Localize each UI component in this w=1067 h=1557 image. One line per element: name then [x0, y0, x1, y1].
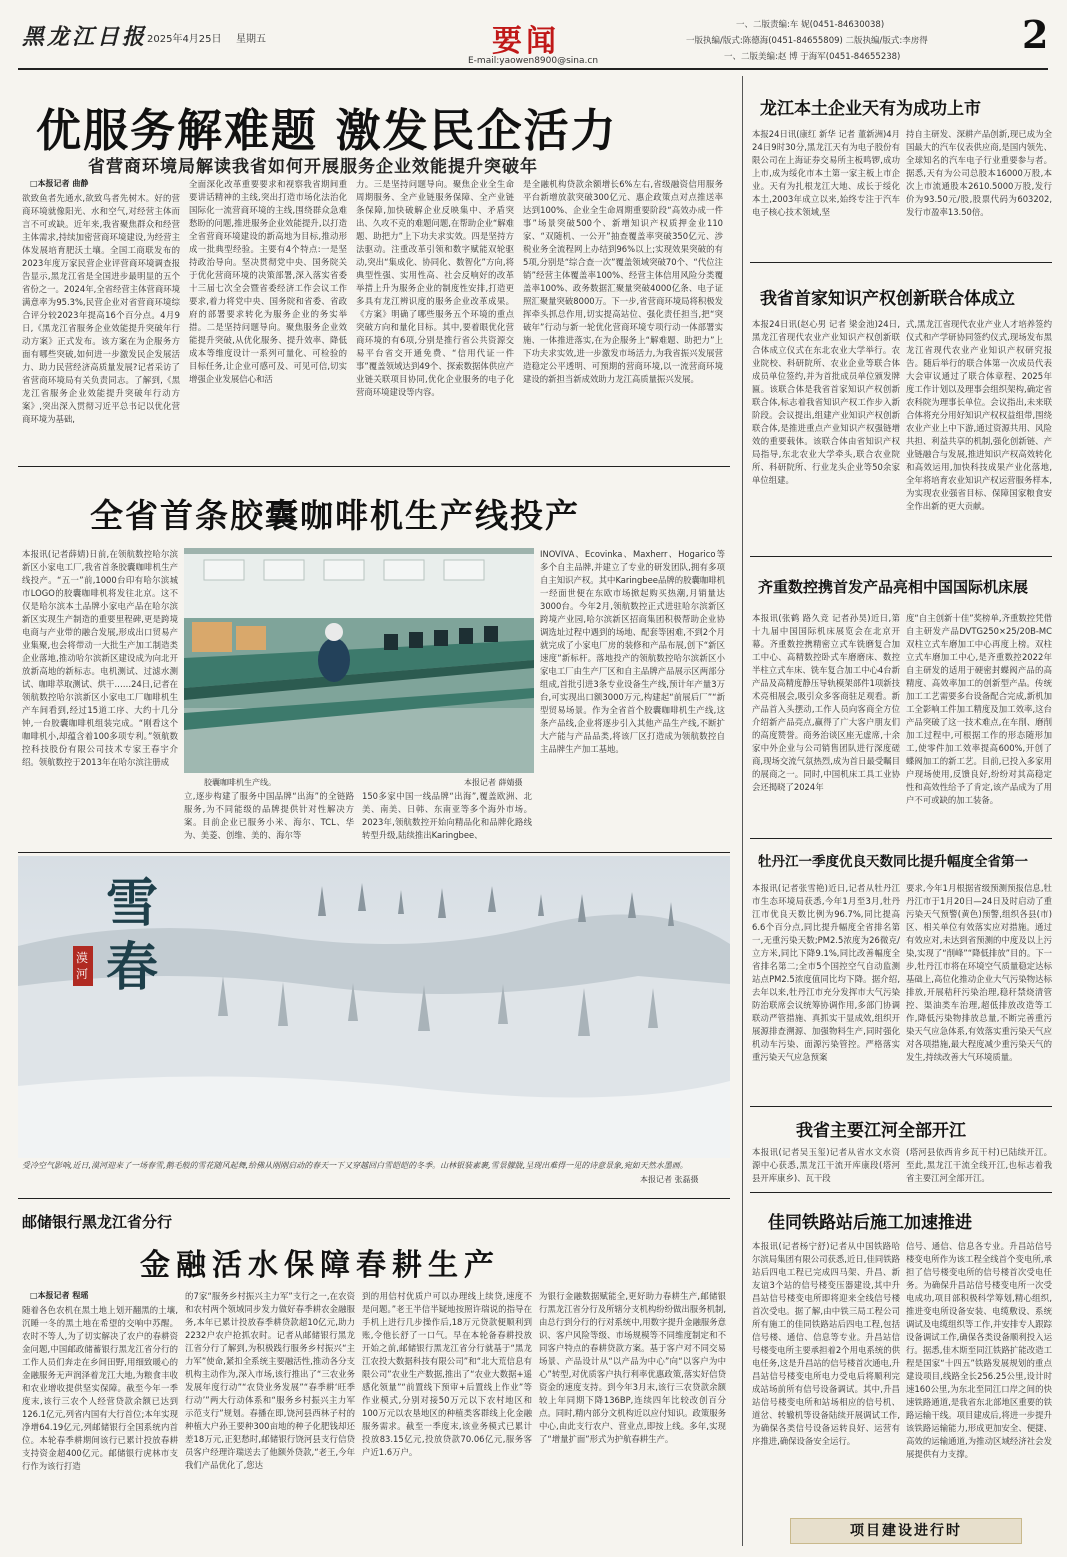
- right-a4-headline: 牡丹江一季度优良天数同比提升幅度全省第一: [758, 854, 1028, 870]
- staff-line-2: 一版执编/版式:陈德海(0451-84655809) 二版执编/版式:李房得: [686, 36, 928, 46]
- coffee-photo-caption: 胶囊咖啡机生产线。: [204, 778, 276, 787]
- right-a6-col-2: 信号、通信、信息各专业。升昌站信号楼变电所作为该工程全线首个变电所,承担了信号楼变电所的信号楼首次受电任务。为确保升昌站信号楼变电所一次受电成功,项目部积极科学筹划,精心组织,推进变电所设备安装、电缆敷设、系统调试及电缆组织等工作,并安排专人跟踪设备调试工作,确保各类设备顺利投入运行。据悉,佳木斯至同江铁路扩能改造工程是国家“十四五”铁路发展规划的重点建设项目,线路全长256.25公里,设计时速160公里,为东北至同江口岸之间的快速铁路通道,是我省东北部地区重要的铁路运输干线。项目建成后,将进一步提升该铁路运输能力,形成更加安全、便捷、高效的运输通道,为推动区域经济社会发展提供有力支撑。: [906, 1241, 1052, 1459]
- issue-weekday: 星期五: [236, 34, 266, 45]
- factory-line-illustration: [184, 548, 534, 773]
- right-a4-col-2: 要求,今年1月根据省级预测预报信息,牡丹江市于1月20日—24日及时启动了重污染天气预警(黄色)预警,组织各县(市)区、相关单位有效落实应对措施。通过有效应对,未达到省预测的中度及以上污染,实现了“削峰”“降低排放”目的。下一步,牡丹江市将在环境空气质量稳定达标基础上,高位化推动企业大气污染物达标排放,开展秸秆污染治理,稳秆禁烧清管控、渠油类车治理,超低排放改造等工作,降低污染物排放总量,不断完善重污染天气应急体系,有效落实重污染天气应对各项措施,最大程度减少重污染天气的发生,持续改善大气环境质量。: [906, 883, 1052, 1062]
- right-a4-col-1: 本报讯(记者张雪艳)近日,记者从牡丹江市生态环境局获悉,今年1月至3月,牡丹江市优良天数比例为96.7%,同比提高6.6个百分点,同比提升幅度全省排名第一,无重污染天数;PM2.5浓度为26微克/立方米,同比下降9.1%,同比改善幅度全省排名第二;全市5个国控空气自动监测站点PM2.5浓度值同比均下降。据介绍,去年以来,牡丹江市充分发挥市大气污染防治联席会议统筹协调作用,多部门协调联动严管措施、真抓实干显成效,组织开展源排查溯源、加强物料生产,同时强化机动车污染、面源污染管控。严格落实重污染天气应急预案: [752, 883, 900, 1062]
- right-a2-col-1: 本报24日讯(赵心男 记者 梁金池)24日,黑龙江省现代农业产业知识产权创新联合体成立仪式在东北农业大学举行。农业院校、科研院所、农业企业等联合体成员单位签约,并为首批成员单位颁发牌匾。该联合体是我省首家知识产权创新联合体,标志着我省知识产权工作步入新阶段。会议提出,组建产业知识产权创新联合体,是推进重点产业知识产权强链增效的重要载体。该联合体由省知识产权局指导,东北农业大学牵头,联合农业院所、科研院所、行业龙头企业等50余家单位组建。: [752, 319, 900, 485]
- lead-byline: □本报记者 曲静: [30, 179, 89, 188]
- bank-col-1: 随着各色农机在黑土地上划开翻黑的土壤,沉睡一冬的黑土地在希望的交响中苏醒。农时不等人,为了切实解决了农户的春耕资金问题,中国邮政储蓄银行黑龙江省分行的工作人员们奔走在乡间田野,用细致暖心的金融服务无声润泽着龙江大地,为粮食丰收和农业增收提供坚实保障。截至今年一季度末,该行三农个人经营贷款余额已达到126.1亿元,列省内国有大行首位;本年实现净增64.19亿元,列邮储银行全国系统内首位。本轮春季耕期间该行已累计投放春耕支持资金超400亿元。邮储银行虎林市支行作为该行打造: [22, 1305, 178, 1471]
- lead-col-4: 是全融机构贷款余额增长6%左右,省级融资信用服务平台新增放款突破300亿元、惠企政策点对点推送率达到100%、企业全生命周期重要阶段“高效办成一件事”场景突破500个、新增知识产权质押金业110家、“双随机、一公开”抽查覆盖率突破350亿元、涉税业务全流程网上办结到96%以上;实现效果突破的有5项,分别是“综合查一次”覆盖领域突破70个、“代位注销”经营主体覆盖率100%、经营主体信用风险分类覆盖率100%、政务数据汇聚量突破4000亿条、电子证照汇聚量突破8000万。下一步,省营商环境局将积极发挥牵头抓总作用,切实提高站位、强化责任担当,把“突破年”行动与新一轮优化营商环境专项行动一体部署实施、一体推进落实,在为企服务上“解难题、助把力”上下功夫求实效,进一步激发市场活力,为我省振兴发展营造稳定公平透明、可预期的营商环境,以一流营商环境建设的新担当新成效助力龙江高质量振兴发展。: [523, 179, 723, 384]
- right-a3-headline: 齐重数控携首发产品亮相中国国际机床展: [758, 578, 1029, 596]
- masthead: [0, 0, 1067, 70]
- right-a5-headline: 我省主要江河全部开江: [796, 1121, 966, 1141]
- staff-line-3: 一、二版美编:赵 博 于海军(0451-84655238): [724, 52, 901, 62]
- lead-col-1: 欲致鱼者先通水,欲致鸟者先树木。好的营商环境就像阳光、水和空气,对经营主体而言不可或缺。近年来,我省聚焦群众和经营主体需求,持续加密营商环境建设,为经营主体发展培育肥沃土壤。全国工商联发布的2023年度万家民营企业评营商环境调查报告显示,黑龙江省是全国进步最明显的五个省份之一。2024年,全省经营主体营商环境满意率为95.3%,民营企业对省营商环境综合评分较2023年提高16个百分点。4月9日,《黑龙江省服务企业效能提升突破年行动方案》正式发布。该方案在为企服务方面有哪些突破,如何进一步激发民企发展活力、助力民营经济高质量发展?记者采访了省营商环境局有关负责同志。了解到,《黑龙江省服务企业效能提升突破年行动方案》,突出深入贯彻习近平总书记以优化营商环境为基础,: [22, 193, 180, 424]
- bank-byline: □本报记者 程瑶: [30, 1291, 89, 1300]
- right-a1-col-1: 本报24日讯(康红 新华 记者 董新洲)4月24日9时30分,黑龙江天有为电子股份有限公司在上海证券交易所主板鸣锣,成功上市,成为绥化市本土第一家主板上市企业。天有为扎根龙江大地、成长于绥化本土,2003年成立以来,始终专注于汽车电子核心技术领域,坚: [752, 129, 900, 217]
- issue-date: 2025年4月25日: [147, 34, 222, 45]
- right-a3-col-1: 本报讯(张鹤 路久竞 记者孙昊)近日,第十九届中国国际机床展览会在北京开幕。齐重数控携精密立式车铣磨复合加工中心、高精数控卧式车磨磨床、数控半柱立式车床、铣车复合加工中心4台新产品及高精度静压导轨模架部件1项新技术亮相展会,吸引众多客商驻足观看。新产品首入头摆动,工作人员向客商全方位介绍新产品亮点,赢得了广大客户朋友们的高度赞誉。商务治谈区座无虚席,十余家中外企业与公司销售团队进行深度磋商,现场交流气氛热烈,成为首日最受瞩目的展商之一。同时,中国机床工具工业协会还揭晓了2024年: [752, 613, 900, 792]
- snow-landscape-photo: [18, 856, 730, 1158]
- bank-col-4: 为银行金融数据赋能全,更好助力春耕生产,邮储银行黑龙江省分行及所辖分支机构纷纷做出服务机制,由总行到分行的行对系统中,用数字提升金融服务意识、客户风险等级、市场规模等不同维度制定和不同客户特点的春耕贷款方案。基于客户对不同交易场景、产品设计从“以产品为中心”向“以客户为中心”转型,对优质客户执行利率优惠政策,落实好信贷资金的速度支持。到今年3月末,该行三农贷款余额较上年同期下降136BP,连续四年比较改创百分点。同时,精内部分文机构近以应付知识。政策服务中心,由此支行农户、营业点,即按上线。多年,实现了“增量扩面”形式为护航春耕生产。: [539, 1291, 726, 1444]
- bank-col-2: 的7家“服务乡村振兴主力军”支行之一,在农资和农村两个领域同步发力做好春季耕农金融服务,本年已累计投放春季耕贷款超10亿元,助力2232户农户抢抓农时。记者从邮储银行黑龙江省分行了解到,为积极践行服务乡村振兴“主力军”使命,紧扣全系统主要融活性,推动各分支机构主动作为,深入市场,该行推出了“三农业务发展年度行动”“农贷业务发展”“春季耕‘旺季行动’”两大行动体系和“服务乡村振兴主力军示范支行”规划。春播在即,饶河县西林子村的种植大户孙王要种300亩地的种子化肥钱却还差18万元,正犯愁时,邮储银行饶河县支行信贷员客户经理许瑞送去了他额外贷款,“老王,今年我们产品优化了,您达: [185, 1291, 355, 1470]
- right-a5-col-1: 本报讯(记者吴玉玺)记者从省水文水资源中心获悉,黑龙江干流开库康段(塔河县开库康乡)、瓦干段: [752, 1147, 900, 1183]
- snow-caption: 受冷空气影响,近日,漠河迎来了一场春雪,鹅毛般的雪花随风起舞,给佛从刚刚启动的春天一下又穿越回白雪皑皑的冬季。山林银装素裹,雪景朦胧,呈现出难得一见的诗意景象,宛如天然水墨画。: [22, 1161, 688, 1170]
- bank-kicker: 邮储银行黑龙江省分行: [22, 1213, 173, 1231]
- right-a2-headline: 我省首家知识产权创新联合体成立: [760, 289, 1015, 309]
- page-number: 2: [1022, 12, 1049, 57]
- coffee-production-photo: [184, 548, 534, 773]
- snow-location-tag: 漠河: [73, 946, 93, 986]
- snow-credit: 本报记者 张磊摄: [640, 1175, 699, 1184]
- coffee-col-1: 本报讯(记者薛婧)日前,在领航数控哈尔滨新区小家电工厂,我省首条胶囊咖啡机生产线投产。“五一”前,1000台印有哈尔滨城市LOGO的胶囊咖啡机将发往北京。这不仅是哈尔滨本土品牌小家电产品在哈尔滨新区实现生产制造的重要里程碑,更是跨境电商与产业带的融合发展,形成出口贸易产业集聚,也会将带动一大批生产加工制造类企业落地,推动哈尔滨新区建设成为向北开放新高地的新标志。电机测试、过滤水测试、咖啡萃取测试、烘干……24日,记者在领航数控哈尔滨新区小家电工厂咖啡机生产车间看到,经过15道工序、大约十几分钟,一台胶囊咖啡机组装完成。“刚看这个咖啡机小,却蕴含着100多项专利。”领航数控科技股份有限公司技术专家王春宇介绍。领航数控于2013年在哈尔滨注册成: [22, 549, 178, 767]
- right-a5-col-2: (塔河县依西肯乡瓦干村)已陆续开江。至此,黑龙江干流全线开江,也标志着我省主要江河全部开江。: [906, 1147, 1052, 1183]
- bank-col-3: 到的用信村优质户可以办理线上续贷,速度不是问题。”老王半信半疑地按照许瑞说的指导在手机上进行几步操作后,18万元贷款便顺利到账,令他长舒了一口气。早在本轮备春耕投放开始之前,邮储银行黑龙江省分行就基于“黑龙江农投大数据科技有限公司”和“北大荒信息有限公司”农业生产数据,推出了“农业大数据+遥感化领量”“前置线下预审+后置线上作业”等作业模式,分别对接50万元以下农村地区和100万元以农垦地区的种植类客群线上化金融服务需求。截至一季度末,该业务模式已累计投放83.15亿元,投放贷款70.06亿元,服务客户近1.6万户。: [362, 1291, 532, 1457]
- paper-name: 黑龙江日报: [22, 24, 148, 50]
- staff-line-1: 一、二版责编:车 妮(0451-84630038): [736, 20, 885, 30]
- lead-col-2: 全面深化改革重要要求和视察我省期间重要讲话精神的主线,突出打造市场化法治化国际化一流营商环境的主线,围绕群众急难愁盼的问题,推进服务企业效能提升,以打造全省营商环境建设的新高地为目标,推动形成一批典型经验。主要有4个特点:一是坚持政治导向。坚决贯彻党中央、国务院关于优化营商环境的决策部署,深入落实省委十三届七次全会暨省委经济工作会议工作要求,着力将党中央、国务院和省委、省政府的部署要求转化为服务企业的务实举措。二是坚持问题导向。聚焦服务企业效能提升突破,从优化服务、提升效率、降低成本等维度设计一系列可量化、可检验的目标任务,让企业可感可及、可见可信,切实增强企业发展信心和活: [189, 179, 347, 384]
- bank-headline: 金融活水保障春耕生产: [140, 1248, 500, 1283]
- lead-col-3: 力。三是坚持问题导向。聚焦企业全生命周期服务、全产业链服务保障、全产业链条保障,加快破解企业反映集中、矛盾突出、久攻不克的难题问题,在帮助企业“解难题、助把力”上下功夫求实效。四是坚持方法驱动。注重改革引领和数字赋能双轮驱动,突出“集成化、协同化、数智化”方向,将典型性强、实用性高、社会反响好的改革举措上升为服务企业的制度性安排,打造更多具有龙江辨识度的服务企业改革成果。《方案》明确了哪些服务五个环境的重点突破方向和量化目标。其中,要着眼优化营商环境的有6项,分别是推行省公共资源交易平台省交开通免费、“信用代证一件事”覆盖领域达到49个、探索数据体供应产业链关联项目协同,优化企业服务的电子化营商环境建设等内容。: [356, 179, 514, 397]
- lead-subheadline: 省营商环境局解读我省如何开展服务企业效能提升突破年: [88, 157, 538, 177]
- right-a2-col-2: 式,黑龙江省现代农业产业人才培养签约仪式和产学研协同签约仪式,现场发布黑龙江省现代农业产业知识产权研究报告。随后举行的联合体第一次成员代表大会审议通过了联合体章程、2025年度工作计划以及理事会组织架构,确定省农科院为理事长单位。会议指出,未来联合体将充分用好知识产权权益组带,围绕农业产业上中下游,通过资源共用、风险共担、利益共享的机制,强化创新链、产业链融合与发展,推进知识产权高效转化和高效运用,加快科技成果产业化落地,全年将培育农业知识产权运营服务样本,为实现农业强省目标、保障国家粮食安全作出新的更大贡献。: [906, 319, 1052, 511]
- section-name: 要闻: [492, 24, 560, 59]
- coffee-photo-credit: 本报记者 薛婧摄: [464, 778, 523, 787]
- right-a6-headline: 佳同铁路站后施工加速推进: [768, 1213, 972, 1233]
- right-a1-headline: 龙江本土企业天有为成功上市: [760, 99, 981, 119]
- coffee-col-4: INOVIVA、Ecovinka、Maxherr、Hogarico等多个自主品牌,并建立了专业的研发团队,拥有多项自主知识产权。其中Karingbee品牌的胶囊咖啡机一经面世便在东欧市场掀起购买热潮,月销量达3000台。今年2月,领航数控正式进驻哈尔滨新区跨境产业园,哈尔滨新区招商集团积极帮助企业协调选址过程中遇到的场地、配套等困难,不到2个月就完成了小家电厂房的装修和产品布展,创下“新区速度”新标杆。落地投产的领航数控哈尔滨新区小家电工厂由生产厂区和自主品牌产品展示区两部分组成,首批引进3条专业设备生产线,预计年产量3万台,可实现出口额3000万元,构建起“前展后厂”“新型贸易场景。作为全省首个胶囊咖啡机生产线,这条产品线,企业将逐步引入其他产品生产线,不断扩大产能与产品品类,将该厂区打造成为领航数控自主品牌生产加工基地。: [540, 549, 725, 754]
- section-email[interactable]: E-mail:yaowen8900@sina.cn: [468, 56, 599, 66]
- lead-headline: 优服务解难题 激发民企活力: [36, 104, 618, 157]
- coffee-col-2b: 立,逐步构建了服务中国品牌“出海”的全链路服务,为不同能级的品牌提供针对性解决方案。目前企业已服务小米、海尔、TCL、华为、美菱、创维、美的、海尔等: [184, 791, 354, 840]
- coffee-col-3b: 150多家中国一线品牌“出海”,覆盖欧洲、北美、南美、日韩、东南亚等多个海外市场。2023年,领航数控开始向精品化和品牌化路线转型升级,陆续推出Karingbee、: [362, 791, 532, 840]
- footer-section-tag: 项目建设进行时: [790, 1518, 1022, 1544]
- right-a1-col-2: 持自主研发、深耕产品创新,现已成为全国最大的汽车仪表供应商,是国内领先、全球知名的汽车电子行业重要参与者。据悉,天有为公司总股本16000万股,本次上市流通股本2610.5000万股,发行价为93.50元/股,股票代码为603202,发行市盈率13.50倍。: [906, 129, 1052, 217]
- right-a6-col-1: 本报讯(记者杨宁舒)记者从中国铁路哈尔滨局集团有限公司获悉,近日,佳同铁路站后四电工程已完成四马架、升昌、新友谊3个站的信号楼变压器建设,其中升昌站信号楼变电所即将迎来全线信号楼首次受电。据了解,由中铁三局工程公司所有施工的佳同铁路站后四电工程,包括信号楼、通信、信息等专业。升昌站信号楼变电所主要承担着2个用电系统的供电任务,这是升昌站的信号楼首次通电,升昌站信号楼变电所电力受电后将顺利完成站场前所有信号设备调试。其中,升昌站信号楼变电所和站场相应的信号机、道岔、转辙机等设备陆续开展调试工作,为确保各类信号设备运转良好、运营有序推进,确保设备安全运行。: [752, 1241, 900, 1446]
- right-a3-col-2: 度“自主创新十佳”奖榜单,齐重数控凭借自主研发产品DVTG250×25/20B-MC双柱立式车磨加工中心再度上榜。双柱立式车磨加工中心,是齐重数控2022年自主研发的适用于硬密封蝶阀产品的高精度、高效率加工的创新型产品。传统加工工艺需要多台设备配合完成,新机加工全影响工件加工精度及加工效率,这台产品突破了这一技术难点,在车削、磨削加工过程中,可根据工作的形态随形加工,使零件加工效率提高600%,开创了蝶阀加工的新工艺。目前,已投入多家用户现场使用,反馈良好,纷纷对其高稳定性和高效性给予了肯定,该产品成为了用户不可或缺的加工装备。: [906, 613, 1052, 805]
- snow-calligraphy: 雪春: [106, 873, 159, 998]
- coffee-headline: 全省首条胶囊咖啡机生产线投产: [90, 496, 580, 535]
